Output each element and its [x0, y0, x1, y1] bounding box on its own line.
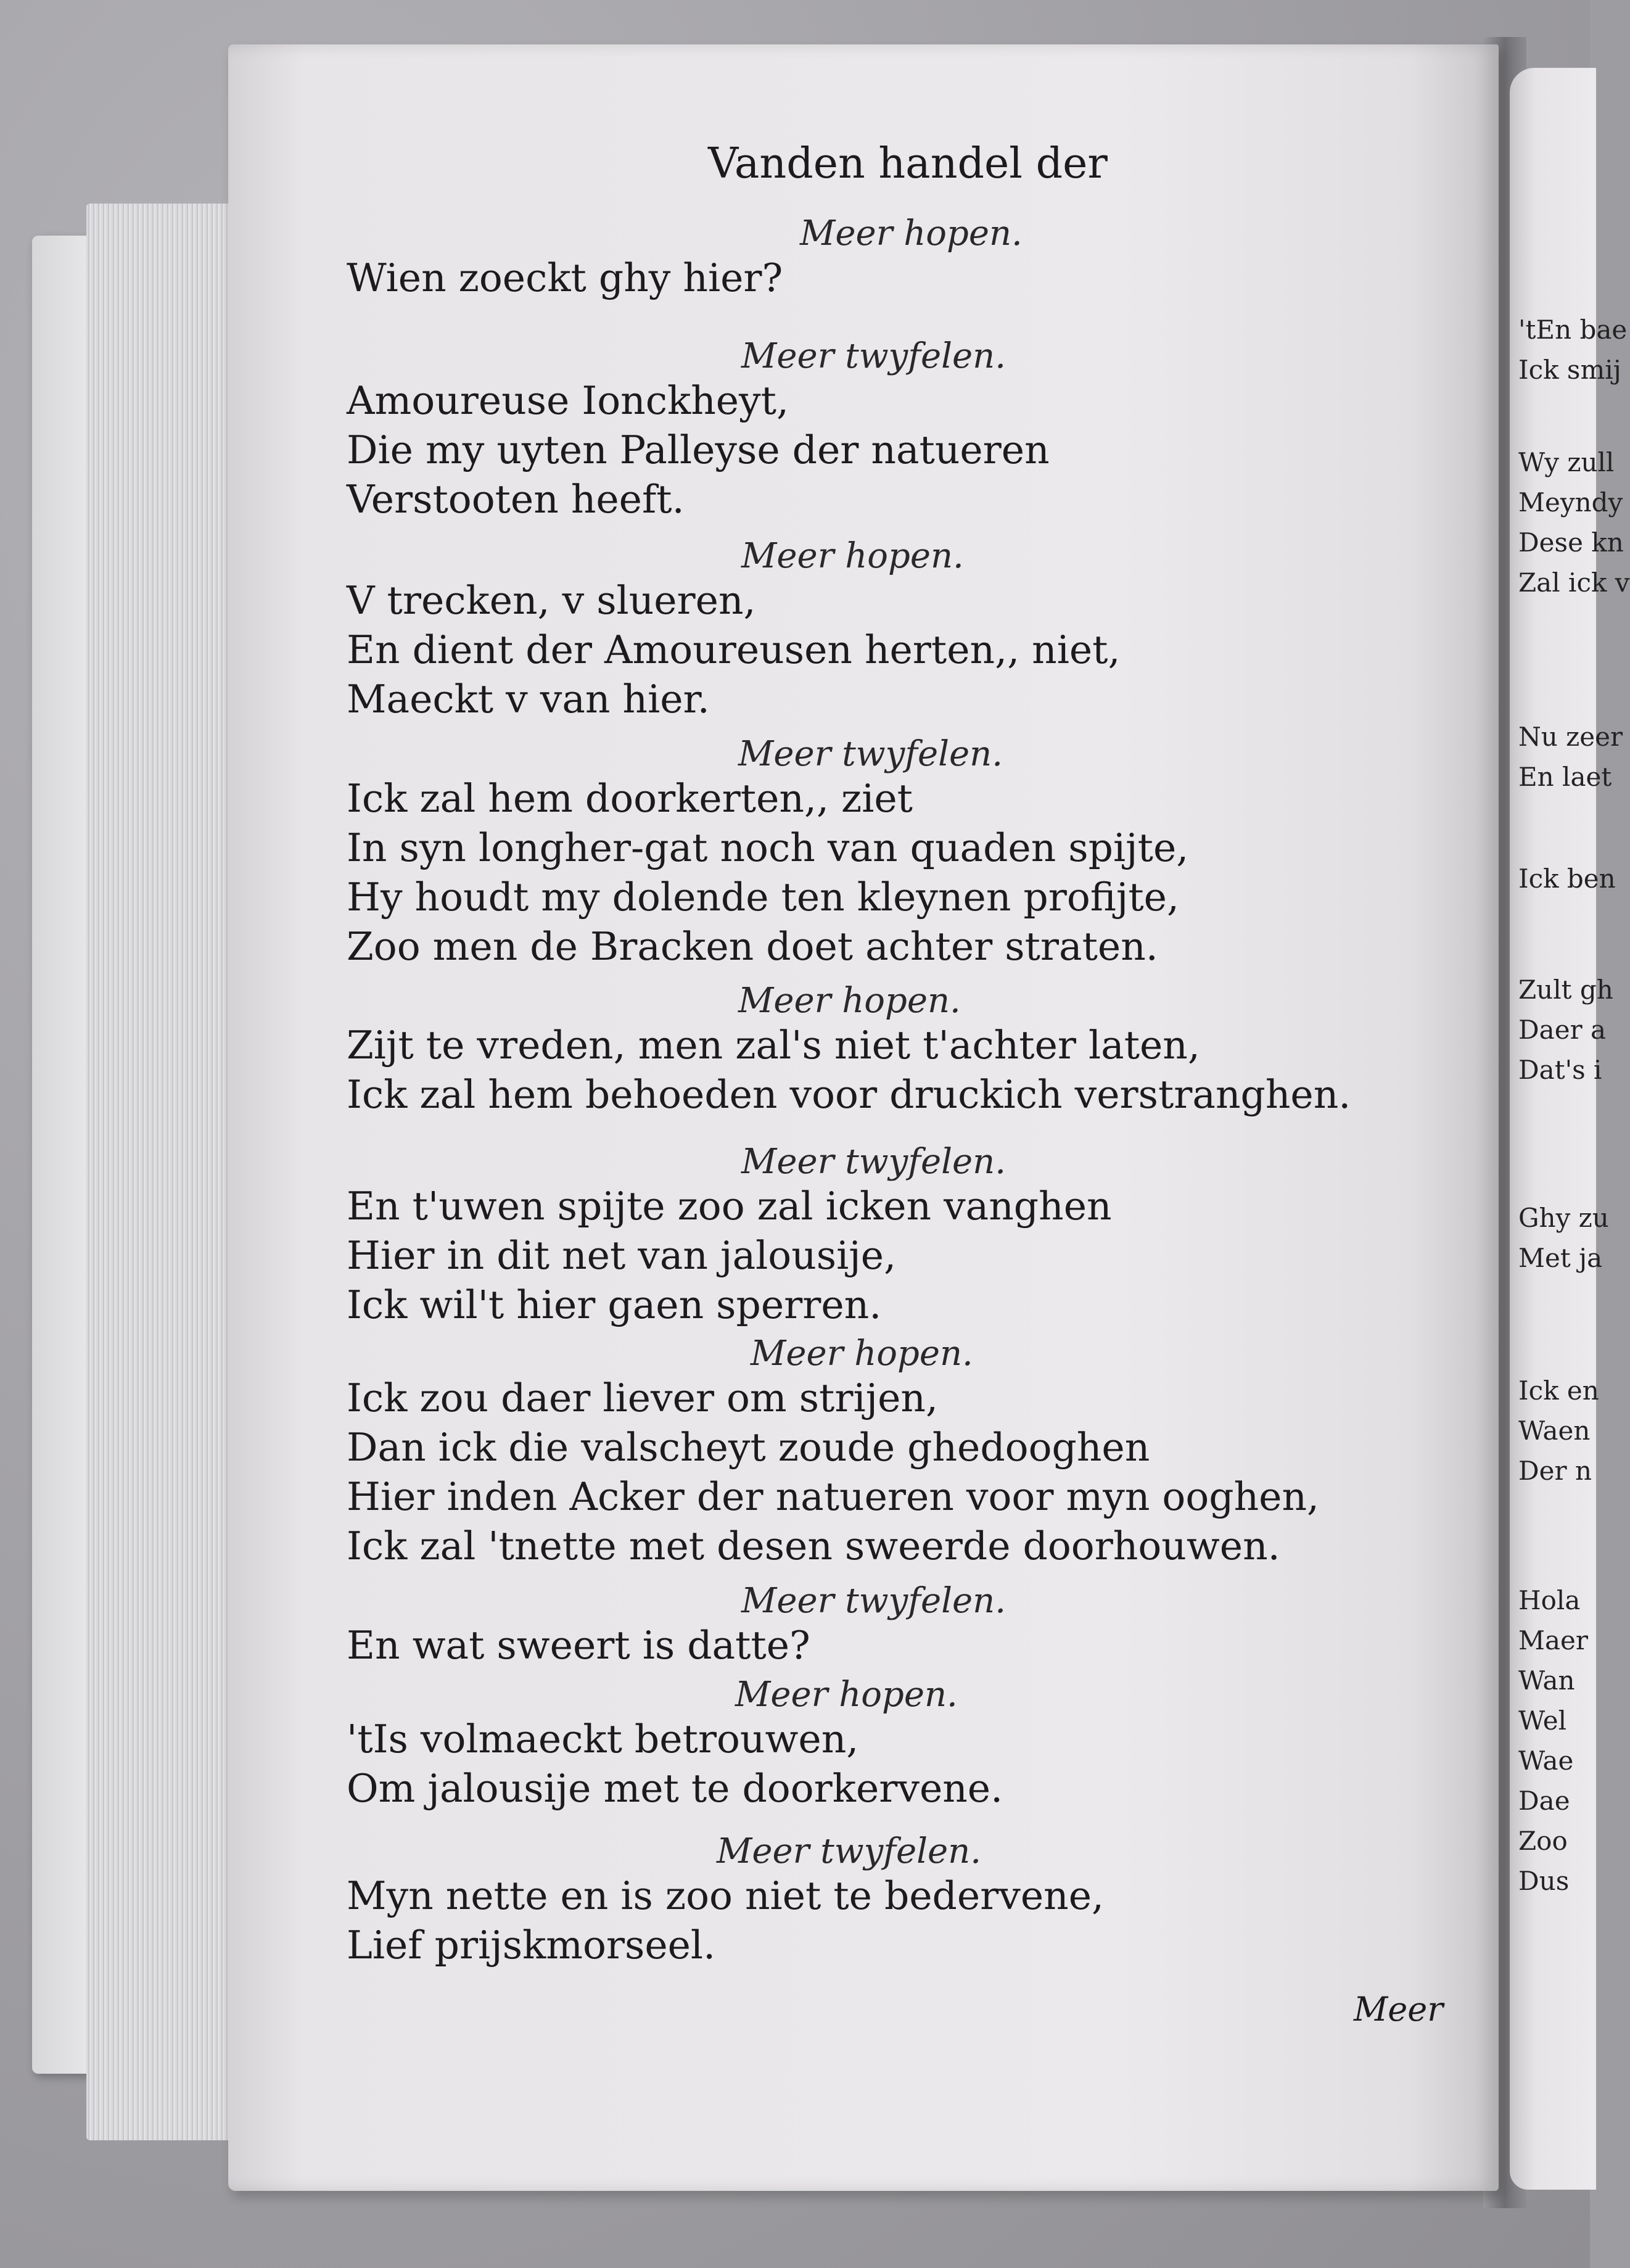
facing-page-line: Zult gh — [1518, 975, 1613, 1005]
verse-line: Ick zal 'tnette met desen sweerde doorhouwen. — [347, 1524, 1280, 1569]
facing-page-line: Dus — [1518, 1866, 1570, 1896]
verse-line: Hier in dit net van jalousije, — [347, 1233, 897, 1278]
speaker-label: Meer twyfelen. — [738, 734, 1003, 774]
verse-line: En dient der Amoureusen herten,, niet, — [347, 627, 1121, 672]
verse-line: 'tIs volmaeckt betrouwen, — [347, 1717, 859, 1762]
facing-page-line: Wae — [1518, 1746, 1574, 1776]
verse-line: Ick wil't hier gaen sperren. — [347, 1282, 882, 1327]
speaker-label: Meer twyfelen. — [717, 1831, 982, 1871]
facing-page-line: Daer a — [1518, 1015, 1607, 1045]
speaker-label: Meer hopen. — [800, 213, 1023, 254]
verse-line: Lief prijskmorseel. — [347, 1923, 716, 1968]
facing-page-line: Der n — [1518, 1456, 1592, 1486]
speaker-label: Meer hopen. — [735, 1675, 958, 1715]
facing-page-line: Meyndy — [1518, 487, 1623, 518]
speaker-label: Meer hopen. — [751, 1334, 973, 1374]
verse-line: Zijt te vreden, men zal's niet t'achter laten, — [347, 1023, 1200, 1068]
facing-page-line: Nu zeer — [1518, 722, 1623, 752]
speaker-label: Meer hopen. — [738, 981, 961, 1021]
facing-page-line: Zal ick v — [1518, 567, 1630, 598]
verse-line: Wien zoeckt ghy hier? — [347, 255, 783, 300]
facing-page-line: Dae — [1518, 1786, 1570, 1816]
facing-page-line: Ick en — [1518, 1375, 1599, 1406]
facing-page-line: Zoo — [1518, 1826, 1568, 1856]
facing-page-line: Dese kn — [1518, 527, 1624, 558]
facing-page-line: Dat's i — [1518, 1055, 1602, 1085]
facing-page-line: Waen — [1518, 1416, 1591, 1446]
facing-page-line: Ick ben — [1518, 864, 1616, 894]
speaker-label: Meer twyfelen. — [741, 336, 1006, 376]
page-edges — [86, 204, 241, 2140]
verse-line: Die my uyten Palleyse der natueren — [347, 427, 1050, 472]
verse-line: Om jalousije met te doorkervene. — [347, 1766, 1003, 1811]
catchword: Meer — [1354, 1990, 1444, 2029]
verse-line: Verstooten heeft. — [347, 477, 685, 522]
verse-line: Maeckt v van hier. — [347, 677, 710, 722]
facing-page-line: 'tEn bae — [1518, 315, 1628, 345]
verse-line: Amoureuse Ionckheyt, — [347, 378, 789, 423]
running-head: Vanden handel der — [708, 139, 1108, 188]
verse-line: En wat sweert is datte? — [347, 1623, 810, 1668]
facing-page-line: Wel — [1518, 1705, 1567, 1736]
verse-line: Dan ick die valscheyt zoude ghedooghen — [347, 1425, 1150, 1470]
speaker-label: Meer twyfelen. — [741, 1581, 1006, 1621]
verse-line: Ick zal hem behoeden voor druckich verstranghen. — [347, 1072, 1351, 1117]
facing-page-line: Hola — [1518, 1585, 1581, 1615]
verse-line: En t'uwen spijte zoo zal icken vanghen — [347, 1184, 1112, 1229]
speaker-label: Meer twyfelen. — [741, 1142, 1006, 1182]
verse-line: Hier inden Acker der natueren voor myn ooghen, — [347, 1474, 1320, 1519]
facing-page-line: En laet — [1518, 762, 1612, 792]
facing-page-line: Wy zull — [1518, 447, 1615, 477]
facing-page — [1510, 68, 1630, 2190]
speaker-label: Meer hopen. — [741, 536, 964, 576]
verse-line: Zoo men de Bracken doet achter straten. — [347, 924, 1158, 969]
facing-page-line: Maer — [1518, 1625, 1588, 1656]
facing-page-line: Ick smij — [1518, 355, 1621, 385]
verse-line: Myn nette en is zoo niet te bedervene, — [347, 1873, 1105, 1918]
facing-page-line: Ghy zu — [1518, 1203, 1609, 1233]
verse-line: V trecken, v slueren, — [347, 578, 756, 623]
verse-line: Ick zal hem doorkerten,, ziet — [347, 776, 913, 821]
verse-line: Hy houdt my dolende ten kleynen profijte, — [347, 875, 1179, 920]
verse-line: In syn longher-gat noch van quaden spijte, — [347, 825, 1189, 870]
page-text — [347, 139, 1488, 2064]
facing-page-line: Met ja — [1518, 1243, 1603, 1273]
facing-page-line: Wan — [1518, 1665, 1575, 1696]
verse-line: Ick zou daer liever om strijen, — [347, 1375, 939, 1421]
